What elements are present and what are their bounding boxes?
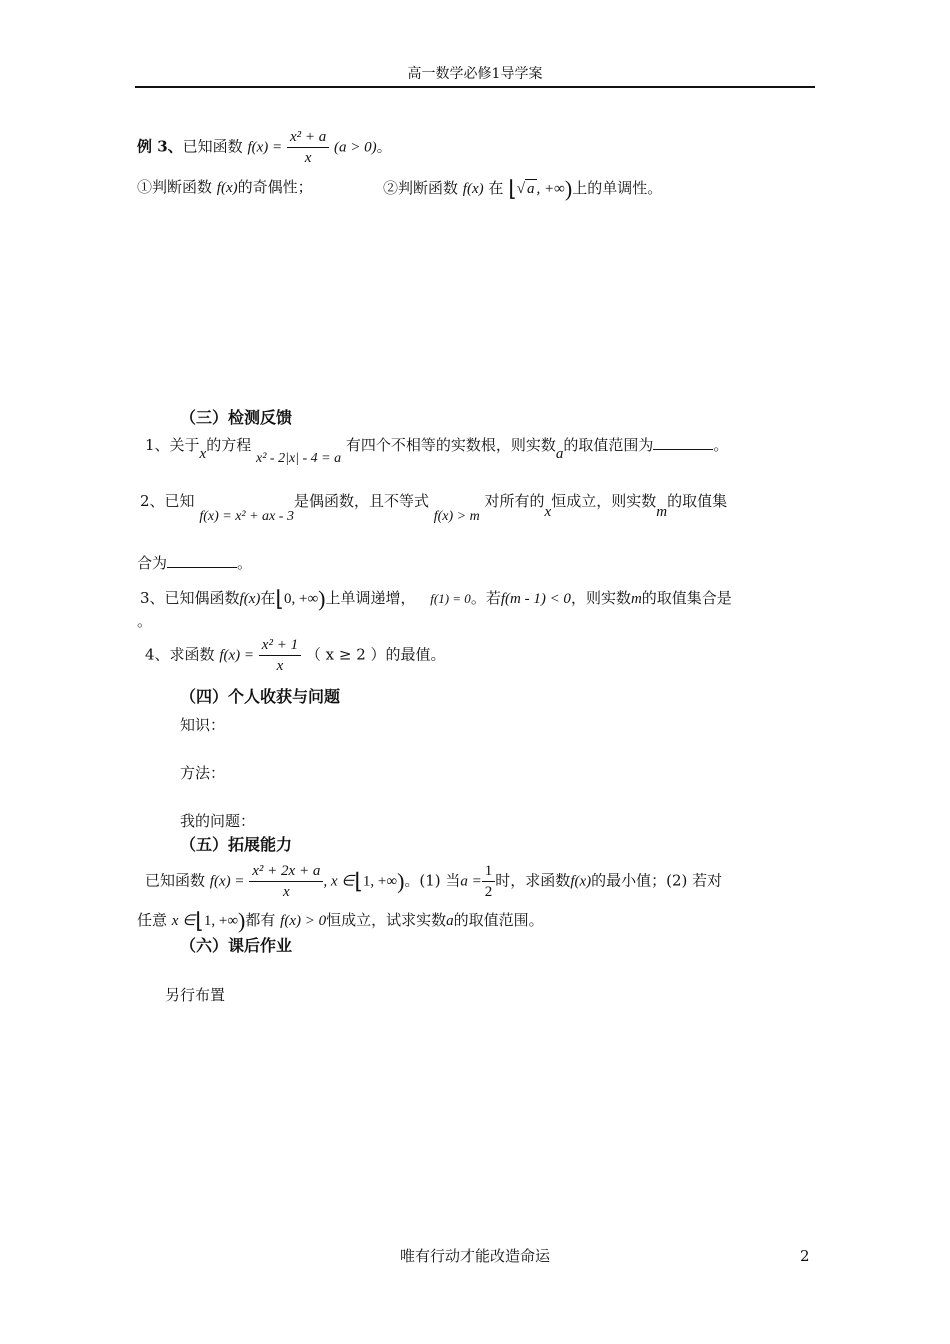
s3-q2-blank[interactable] — [167, 555, 237, 568]
page-header-title: 高一数学必修1导学案 — [407, 66, 543, 82]
s3-q2-eq: f(x) = x² + ax - 3 — [199, 509, 294, 524]
s3-q1 — [145, 436, 729, 466]
s4-question-label: 我的问题： — [180, 812, 256, 830]
s3-q4 — [145, 636, 446, 675]
s3-q4-a: 4、求函数 — [145, 645, 215, 664]
q2-text-c: 上的单调性。 — [572, 179, 663, 197]
s5-problem-line1 — [145, 862, 722, 901]
example-label: 例 3、 — [137, 137, 183, 156]
s5-line2-x: x ∈ — [171, 913, 196, 929]
header-rule — [135, 86, 815, 88]
s5-line2-c: 恒成立，试求实数 — [326, 911, 447, 929]
s3-q1-d: 的取值范围为 — [563, 436, 654, 454]
s5-half — [482, 862, 496, 901]
s5-frac-den: x — [282, 884, 290, 900]
s4-knowledge-label: 知识： — [180, 716, 226, 734]
s3-q4-fraction — [259, 636, 301, 675]
s3-q2-e: 的取值集 — [667, 492, 728, 510]
s3-q4-cond: （ x ≥ 2 ） — [305, 645, 386, 664]
s5-left-bracket: ⌊ — [354, 868, 363, 894]
s4-method-label: 方法： — [180, 764, 226, 782]
s3-q3-e: ，则实数 — [570, 589, 631, 607]
s3-q3-right-paren: ) — [318, 586, 326, 611]
s5-line2-left-bracket: ⌊ — [195, 908, 204, 933]
s5-domain: , x ∈ — [323, 873, 355, 890]
q2-sqrt-arg: a — [527, 181, 535, 197]
example-frac-den: x — [304, 150, 312, 166]
s3-q2 — [140, 492, 728, 524]
example-q1 — [137, 178, 313, 197]
s3-q2-ineq: f(x) > m — [433, 509, 480, 524]
s3-q1-c: 有四个不相等的实数根，则实数 — [345, 436, 556, 454]
s3-q1-eq: x² - 2|x| - 4 = a — [256, 451, 342, 466]
footer-motto: 唯有行动才能改造命运 — [399, 1247, 550, 1265]
s5-line2-interval: 1, +∞ — [203, 913, 239, 929]
s3-q3-cond: f(1) = 0 — [430, 591, 471, 606]
s3-q3-g: 的取值集合是 — [641, 589, 732, 607]
s3-q3-line2: 。 — [137, 612, 153, 630]
s3-q2-var2: m — [656, 504, 668, 520]
s5-a: 已知函数 — [145, 871, 206, 890]
section-5-heading: （五）拓展能力 — [180, 835, 293, 854]
s5-f-lhs: f(x) = — [209, 873, 245, 890]
s5-line2-right-paren: ) — [238, 908, 246, 933]
q1-text-a: ①判断函数 — [137, 178, 213, 196]
s3-q3 — [140, 586, 732, 612]
q2-text-b: 在 — [488, 179, 504, 197]
section-6-heading: （六）课后作业 — [180, 936, 293, 955]
example-end: 。 — [376, 137, 392, 156]
s5-b: 。(1) 当 — [404, 871, 461, 890]
s6-text: 另行布置 — [165, 986, 226, 1004]
example-f-lhs: f(x) = — [247, 139, 283, 156]
s3-q3-d: 。若 — [470, 589, 501, 607]
s5-line2-var: a — [446, 913, 454, 929]
q2-interval: √ a , +∞ — [516, 181, 565, 197]
s3-q2-c: 对所有的 — [484, 492, 545, 510]
s3-q3-var: m — [630, 591, 642, 607]
s3-q1-b: 的方程 — [206, 436, 252, 454]
s5-half-den: 2 — [484, 884, 493, 900]
example-intro: 已知函数 — [182, 137, 243, 156]
s3-q4-b: 的最值。 — [385, 645, 446, 664]
q2-left-bracket: ⌊ — [508, 176, 517, 201]
s3-q3-interval: 0, +∞ — [283, 591, 319, 607]
example-q2 — [383, 176, 662, 202]
section-3-heading: （三）检测反馈 — [180, 408, 293, 427]
s5-a-eq: a = — [460, 873, 482, 890]
s5-line2-a: 任意 — [137, 911, 168, 929]
s3-q4-f-lhs: f(x) = — [219, 647, 255, 664]
s5-half-num: 1 — [482, 862, 496, 882]
s3-q2-d: 恒成立，则实数 — [551, 492, 657, 510]
s3-q3-c: 上单调递增， — [325, 589, 416, 607]
s5-c: 时，求函数 — [495, 871, 571, 890]
q2-text-a: ②判断函数 — [383, 179, 459, 197]
s3-q1-var2: a — [555, 446, 564, 462]
q2-right-paren: ) — [564, 176, 573, 201]
example-cond: (a > 0) — [334, 139, 377, 156]
s5-domain-interval: 1, +∞ — [362, 873, 398, 890]
example-fraction — [287, 128, 329, 167]
s3-q2-line2 — [137, 554, 252, 572]
s3-q2-var: x — [544, 504, 552, 520]
s3-q4-frac-den: x — [276, 658, 284, 674]
s3-q2-b: 是偶函数，且不等式 — [293, 492, 429, 510]
q2-interval-rest: , +∞ — [536, 181, 565, 197]
s5-line2-d: 的取值范围。 — [453, 911, 544, 929]
s3-q2-line2-text: 合为 — [137, 554, 168, 572]
s3-q3-b: 在 — [260, 589, 276, 607]
example-frac-num: x² + a — [287, 128, 329, 148]
page-number: 2 — [800, 1247, 810, 1265]
q2-f: f(x) — [462, 181, 484, 197]
s5-line2-b: 都有 — [245, 911, 276, 929]
s5-f2: f(x) — [570, 873, 592, 890]
s3-q3-a: 3、已知偶函数 — [140, 589, 240, 607]
s5-frac-num: x² + 2x + a — [249, 862, 323, 882]
q1-text-b: 的奇偶性； — [237, 178, 313, 196]
example-3 — [137, 128, 392, 167]
s3-q4-frac-num: x² + 1 — [259, 636, 301, 656]
s3-q2-end: 。 — [237, 554, 253, 572]
s5-problem-line2 — [137, 908, 544, 934]
section-4-heading: （四）个人收获与问题 — [180, 687, 341, 706]
s3-q1-blank[interactable] — [653, 437, 713, 450]
s5-fraction — [249, 862, 323, 901]
s3-q3-ineq: f(m - 1) < 0 — [500, 591, 571, 607]
s3-q1-a: 1、关于 — [145, 436, 200, 454]
s5-right-paren: ) — [397, 868, 405, 894]
q1-f: f(x) — [216, 180, 238, 196]
s3-q2-a: 2、已知 — [140, 492, 195, 510]
s5-line2-ineq: f(x) > 0 — [280, 913, 327, 929]
s5-d: 的最小值；(2) 若对 — [591, 871, 723, 890]
s3-q3-f: f(x) — [239, 591, 261, 607]
s3-q1-end: 。 — [713, 436, 729, 454]
s3-q1-var: x — [199, 446, 207, 462]
s3-q3-left-bracket: ⌊ — [275, 586, 284, 611]
